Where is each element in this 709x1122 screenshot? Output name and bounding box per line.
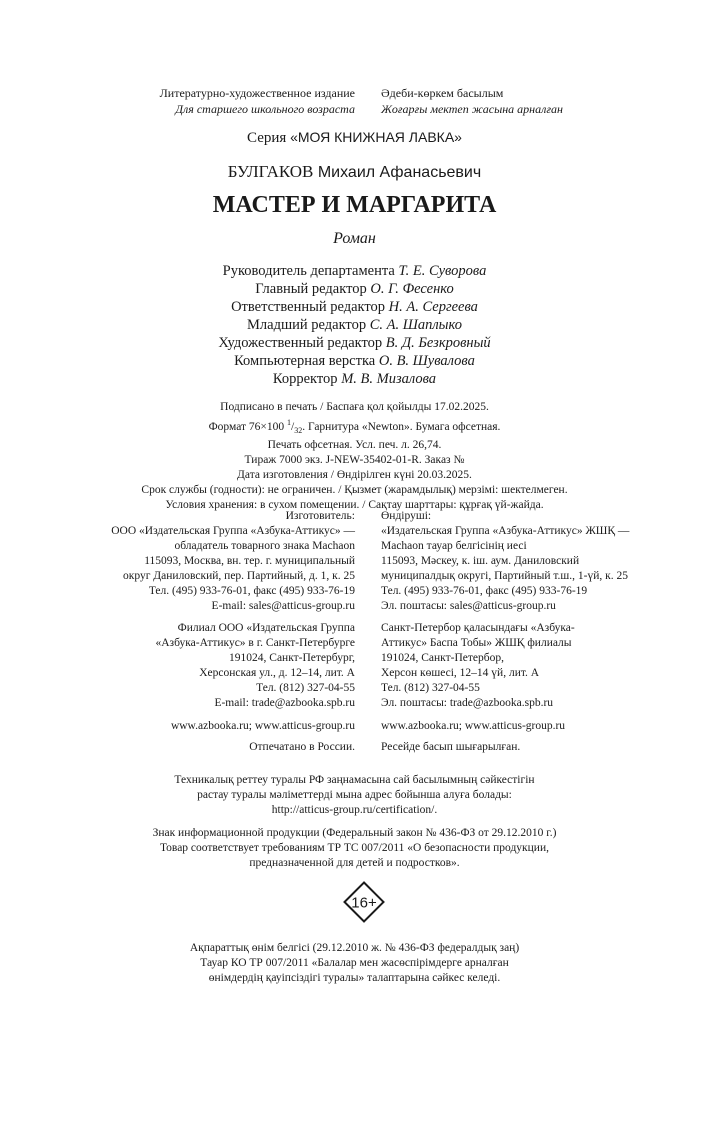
credit-line bbox=[0, 262, 709, 280]
audience-kz: Жоғарғы мектеп жасына арналған bbox=[381, 101, 563, 116]
manufacturer-line: 115093, Мәскеу, к. іш. аум. Даниловский bbox=[381, 555, 580, 567]
credit-role: Руководитель департамента bbox=[222, 263, 399, 279]
age-rating-text: 16+ bbox=[351, 894, 377, 912]
format-text: Формат 76×100 bbox=[208, 420, 288, 433]
manufacturer-line: «Издательская Группа «Азбука-Аттикус» ЖШҚ — bbox=[381, 525, 630, 537]
credit-name: Н. А. Сергеева bbox=[388, 299, 478, 315]
manufacturer-line: Тел. (495) 933-76-01, факс (495) 933-76-19 bbox=[381, 585, 588, 597]
author-line bbox=[0, 162, 709, 182]
series-name: «МОЯ КНИЖНАЯ ЛАВКА» bbox=[290, 129, 462, 145]
manufacturer-line: Өндіруші: bbox=[381, 510, 432, 522]
credit-name: В. Д. Безкровный bbox=[385, 335, 491, 351]
credit-name: О. Г. Фесенко bbox=[370, 281, 454, 297]
manufacturer-ru bbox=[111, 509, 355, 614]
manufacturer-line: ООО «Издательская Группа «Азбука-Аттикус» — bbox=[111, 525, 355, 537]
branch-email: E-mail: trade@azbooka.spb.ru bbox=[214, 697, 355, 709]
edition-header-ru bbox=[160, 86, 355, 117]
book-title: МАСТЕР И МАРГАРИТА bbox=[212, 192, 497, 218]
branch-kz bbox=[381, 621, 575, 711]
credit-role: Корректор bbox=[272, 371, 342, 387]
branch-line: Санкт-Петербор қаласындағы «Азбука- bbox=[381, 622, 575, 634]
branch-line: «Азбука-Аттикус» в г. Санкт-Петербурге bbox=[155, 637, 355, 649]
web-links-kz: www.azbooka.ru; www.atticus-group.ru bbox=[381, 720, 566, 732]
credit-role: Ответственный редактор bbox=[231, 299, 389, 315]
credit-line bbox=[0, 316, 709, 334]
credit-line bbox=[0, 370, 709, 388]
info-sign-line: Тауар КО ТР 007/2011 «Балалар мен жасөспірімдерге арналған bbox=[200, 957, 509, 969]
branch-line: Херсон көшесі, 12–14 үй, лит. А bbox=[381, 667, 540, 679]
credit-role: Главный редактор bbox=[255, 281, 371, 297]
manufacturer-line: округ Даниловский, пер. Партийный, д. 1, к. 25 bbox=[123, 570, 355, 582]
info-sign-line: Товар соответствует требованиям ТР ТС 007/2011 «О безопасности продукции, bbox=[160, 842, 549, 854]
printed-in-kz: Ресейде басып шығарылған. bbox=[381, 741, 521, 753]
branch-ru bbox=[155, 621, 355, 711]
format-text-b: . Гарнитура «Newton». Бумага офсетная. bbox=[302, 420, 501, 433]
branch-line: Тел. (812) 327-04-55 bbox=[256, 682, 355, 694]
manufacturer-line: обладатель товарного знака Machaon bbox=[174, 540, 355, 552]
certification-line: Техникалық реттеу туралы РФ заңнамасына сай басылымның сәйкестігін bbox=[174, 774, 535, 786]
imprint-shelf: Срок службы (годности): не ограничен. / Қызмет (жарамдылық) мерзімі: шектелмеген. bbox=[141, 484, 568, 497]
info-sign-line: Ақпараттық өнім белгісі (29.12.2010 ж. № 436-ФЗ федералдық заң) bbox=[189, 942, 520, 954]
certification-block bbox=[0, 773, 709, 818]
format-denominator: 32 bbox=[294, 426, 303, 436]
edition-header-kz bbox=[381, 86, 563, 117]
genre-ru: Литературно-художественное издание bbox=[159, 86, 355, 100]
imprint-storage: Условия хранения: в сухом помещении. / Сақтау шарттары: құрғақ үй-жайда. bbox=[165, 499, 544, 512]
audience-ru: Для старшего школьного возраста bbox=[175, 101, 355, 116]
certification-url: http://atticus-group.ru/certification/. bbox=[271, 804, 438, 816]
certification-line: растау туралы мәліметтерді мына адрес бойынша алуға болады: bbox=[197, 789, 512, 801]
branch-line: 191024, Санкт-Петербург, bbox=[229, 652, 355, 664]
printed-in-ru: Отпечатано в России. bbox=[249, 741, 355, 753]
credits bbox=[0, 262, 709, 388]
author-surname: БУЛГАКОВ bbox=[227, 162, 314, 181]
series-prefix: Серия bbox=[247, 130, 291, 146]
imprint bbox=[0, 400, 709, 513]
series-line bbox=[0, 129, 709, 147]
manufacturer-line: Тел. (495) 933-76-01, факс (495) 933-76-19 bbox=[148, 585, 355, 597]
imprint-date: Дата изготовления / Өндірілген күні 20.03.2025. bbox=[237, 469, 472, 482]
credit-line bbox=[0, 298, 709, 316]
credit-line bbox=[0, 352, 709, 370]
manufacturer-email: E-mail: sales@atticus-group.ru bbox=[211, 600, 355, 612]
credit-name: Т. Е. Суворова bbox=[398, 263, 487, 279]
branch-line: Тел. (812) 327-04-55 bbox=[381, 682, 480, 694]
info-sign-line: өнімдердің қауіпсіздігі туралы» талаптарына сәйкес келеді. bbox=[208, 972, 501, 984]
web-links-ru: www.azbooka.ru; www.atticus-group.ru bbox=[170, 720, 355, 732]
branch-email: Эл. поштасы: trade@azbooka.spb.ru bbox=[381, 697, 554, 709]
credit-name: М. В. Мизалова bbox=[341, 371, 437, 387]
imprint-run: Тираж 7000 экз. J-NEW-35402-01-R. Заказ № bbox=[244, 454, 465, 467]
book-subtitle: Роман bbox=[333, 230, 376, 247]
branch-line: Филиал ООО «Издательская Группа bbox=[177, 622, 355, 634]
branch-line: 191024, Санкт-Петербор, bbox=[381, 652, 504, 664]
credit-name: С. А. Шаплыко bbox=[369, 317, 462, 333]
credit-role: Младший редактор bbox=[247, 317, 370, 333]
branch-line: Херсонская ул., д. 12–14, лит. А bbox=[199, 667, 355, 679]
manufacturer-line: Изготовитель: bbox=[285, 510, 355, 522]
info-sign-line: Знак информационной продукции (Федеральный закон № 436-ФЗ от 29.12.2010 г.) bbox=[152, 827, 557, 839]
imprint-print: Печать офсетная. Усл. печ. л. 26,74. bbox=[267, 439, 442, 452]
credit-line bbox=[0, 280, 709, 298]
credit-name: О. В. Шувалова bbox=[378, 353, 475, 369]
manufacturer-kz bbox=[381, 509, 629, 614]
manufacturer-line: Machaon тауар белгісінің иесі bbox=[381, 540, 527, 552]
author-given: Михаил Афанасьевич bbox=[313, 164, 482, 181]
credit-role: Компьютерная верстка bbox=[234, 353, 379, 369]
age-rating-badge bbox=[343, 881, 385, 923]
manufacturer-email: Эл. поштасы: sales@atticus-group.ru bbox=[381, 600, 556, 612]
genre-kz: Әдеби-көркем басылым bbox=[381, 86, 504, 100]
imprint-signed: Подписано в печать / Баспаға қол қойылды 17.02.2025. bbox=[220, 401, 489, 413]
branch-line: Аттикус» Баспа Тобы» ЖШҚ филиалы bbox=[381, 637, 572, 649]
info-sign-line: предназначенной для детей и подростков». bbox=[249, 857, 460, 869]
credit-role: Художественный редактор bbox=[218, 335, 386, 351]
manufacturer-line: муниципалдық округі, Партийный т.ш., 1-үй, к. 25 bbox=[381, 570, 628, 582]
info-sign-kz bbox=[0, 941, 709, 986]
format-numerator: 1 bbox=[287, 418, 292, 427]
manufacturer-line: 115093, Москва, вн. тер. г. муниципальный bbox=[144, 555, 355, 567]
info-sign-ru bbox=[0, 826, 709, 871]
imprint-format: Формат 76×100 $^1/_{32}$. Гарнитура «Newton». Бумага офсетная. bbox=[208, 418, 501, 436]
credit-line bbox=[0, 334, 709, 352]
